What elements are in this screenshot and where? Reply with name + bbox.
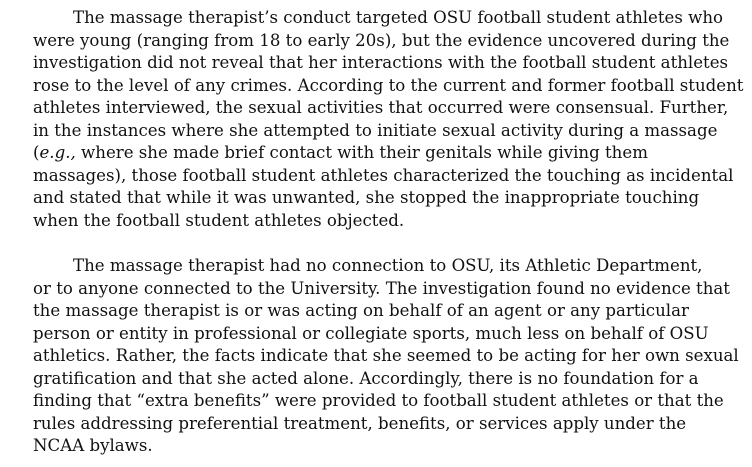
paragraph-no-connection bbox=[33, 255, 747, 458]
text-line: The massage therapist’s conduct targeted OSU football student athletes who bbox=[73, 8, 724, 27]
text-line: finding that “extra benefits” were provided to football student athletes or that the bbox=[33, 391, 724, 410]
text-line: The massage therapist had no connection to OSU, its Athletic Department, bbox=[73, 256, 703, 275]
text-line: person or entity in professional or collegiate sports, much less on behalf of OSU bbox=[33, 323, 709, 343]
text-line: investigation did not reveal that her interactions with the football student athletes bbox=[33, 53, 729, 72]
text-line: rose to the level of any crimes. According to the current and former football student bbox=[33, 75, 744, 95]
text-line: gratification and that she acted alone. Accordingly, there is no foundation for a bbox=[33, 368, 699, 388]
text-line: and stated that while it was unwanted, she stopped the inappropriate touching bbox=[33, 188, 700, 207]
text-line: NCAA bylaws. bbox=[33, 436, 153, 455]
paragraph-massage-conduct bbox=[33, 7, 747, 232]
text-line: the massage therapist is or was acting on behalf of an agent or any particular bbox=[33, 301, 689, 320]
document-page bbox=[33, 7, 747, 458]
paragraph-spacer bbox=[33, 232, 747, 255]
text-line-with-citation bbox=[33, 142, 747, 165]
text-line: in the instances where she attempted to initiate sexual activity during a massage bbox=[33, 120, 718, 140]
text-line-rest: where she made brief contact with their genitals while giving them bbox=[81, 143, 648, 162]
text-line: massages), those football student athletes characterized the touching as incidental bbox=[33, 165, 734, 185]
text-line: were young (ranging from 18 to early 20s), but the evidence uncovered during the bbox=[33, 30, 730, 50]
open-paren: ( bbox=[33, 143, 40, 162]
text-line: athletics. Rather, the facts indicate that she seemed to be acting for her own sexual bbox=[33, 346, 739, 365]
text-line: when the football student athletes objected. bbox=[33, 210, 405, 230]
text-line: rules addressing preferential treatment, benefits, or services apply under the bbox=[33, 413, 687, 433]
text-line: athletes interviewed, the sexual activities that occurred were consensual. Further, bbox=[33, 98, 729, 117]
text-line: or to anyone connected to the University. The investigation found no evidence that bbox=[33, 278, 730, 298]
eg-citation: e.g., bbox=[39, 143, 76, 162]
